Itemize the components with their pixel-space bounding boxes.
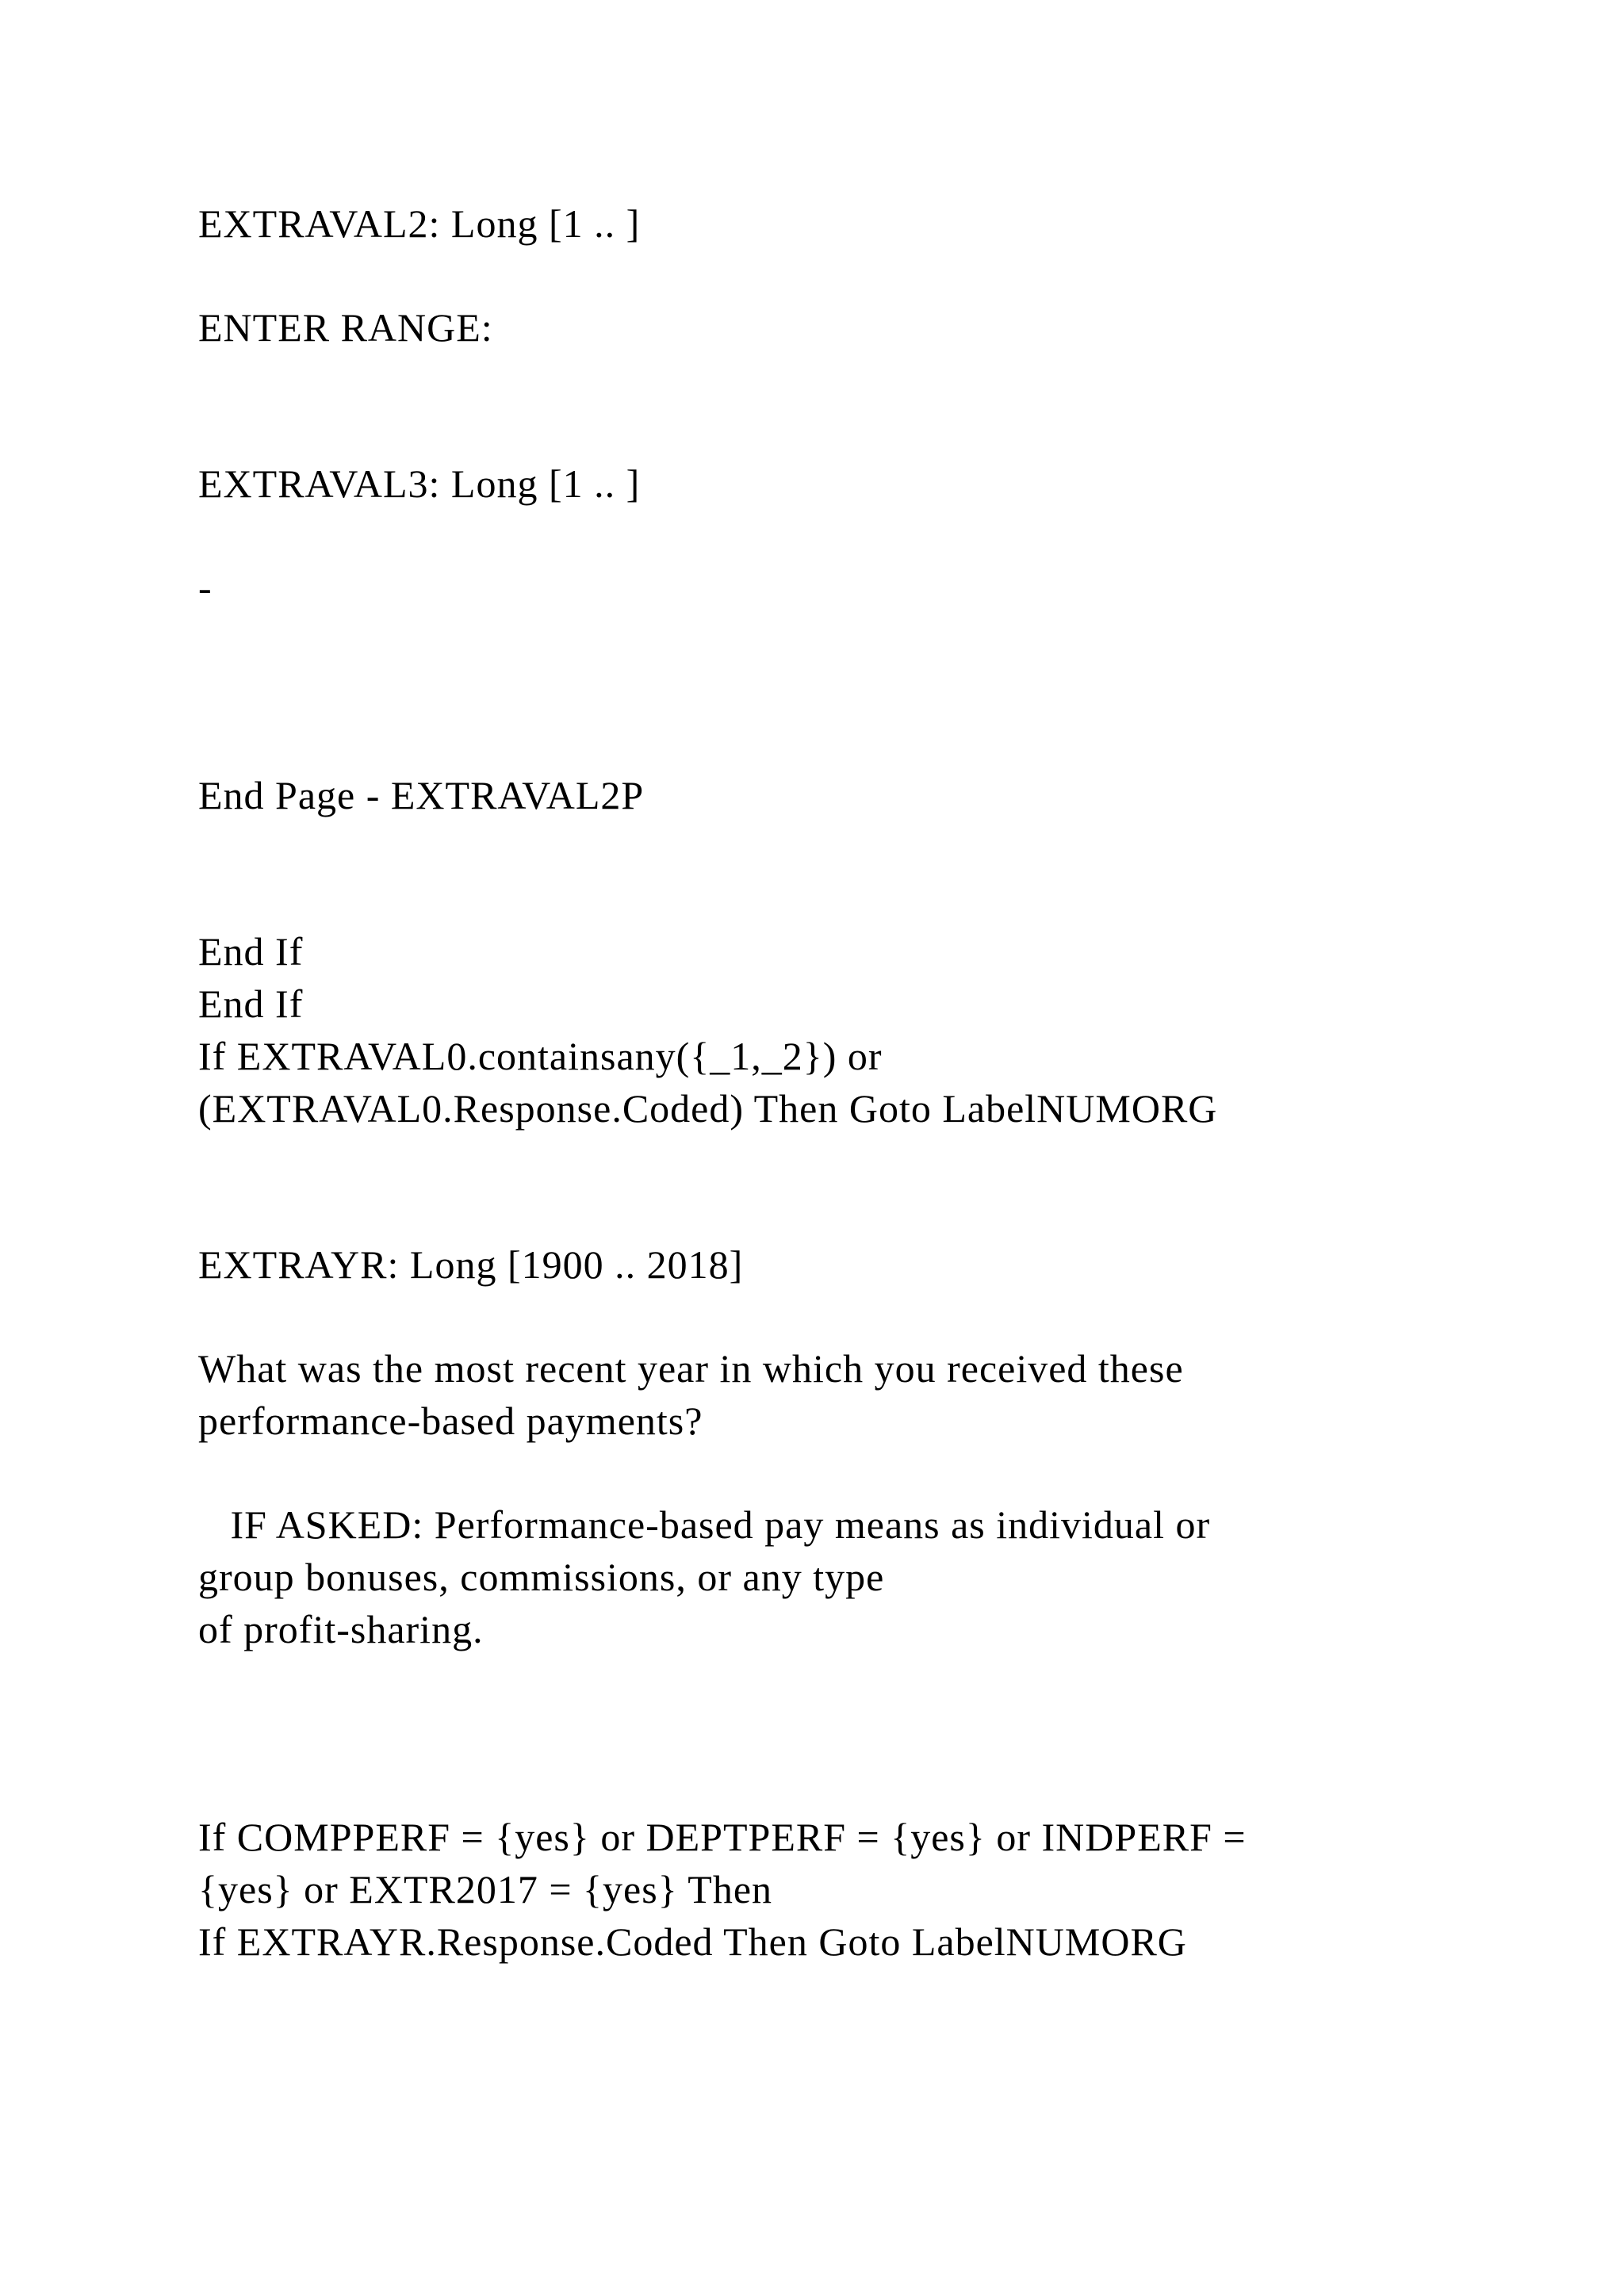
prompt-enter-range: ENTER RANGE:	[198, 305, 493, 350]
question-text-line-1: What was the most recent year in which you received these	[198, 1346, 1184, 1391]
if-asked-line-3: of profit-sharing.	[198, 1607, 484, 1651]
field-definition-extraval2: EXTRAVAL2: Long [1 .. ]	[198, 201, 641, 246]
dash-separator: -	[198, 565, 213, 610]
condition-line-1: If EXTRAVAL0.containsany({_1,_2}) or	[198, 1034, 883, 1078]
end-if-statement-1: End If	[198, 929, 304, 974]
field-definition-extraval3: EXTRAVAL3: Long [1 .. ]	[198, 461, 641, 506]
field-definition-extrayr: EXTRAYR: Long [1900 .. 2018]	[198, 1242, 744, 1287]
condition-compperf-line-2: {yes} or EXTR2017 = {yes} Then	[198, 1867, 773, 1911]
end-if-statement-2: End If	[198, 982, 304, 1026]
if-asked-line-1: IF ASKED: Performance-based pay means as individual or	[198, 1502, 1211, 1547]
condition-line-2: (EXTRAVAL0.Response.Coded) Then Goto LabelNUMORG	[198, 1086, 1218, 1131]
question-text-line-2: performance-based payments?	[198, 1399, 703, 1443]
condition-compperf-line-1: If COMPPERF = {yes} or DEPTPERF = {yes} or INDPERF =	[198, 1815, 1247, 1859]
end-page-statement: End Page - EXTRAVAL2P	[198, 773, 645, 817]
if-asked-line-2: group bonuses, commissions, or any type	[198, 1555, 885, 1599]
condition-extrayr-goto: If EXTRAYR.Response.Coded Then Goto LabelNUMORG	[198, 1919, 1187, 1964]
